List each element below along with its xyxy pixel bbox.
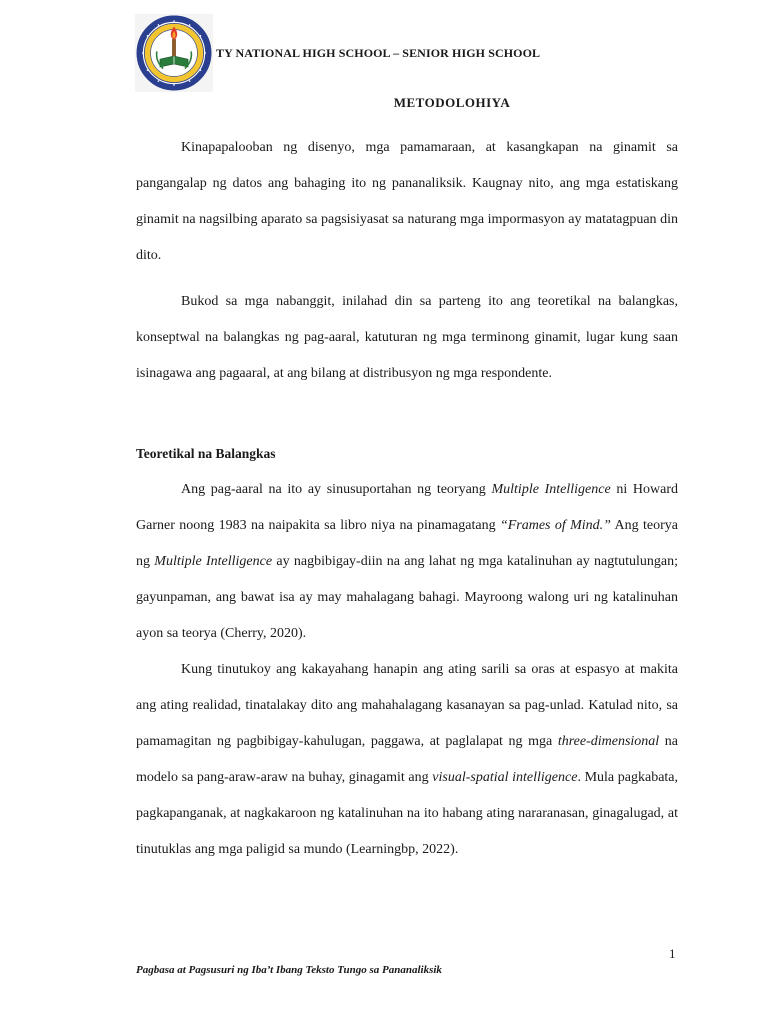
theory-paragraph-1 xyxy=(136,472,678,652)
p1-italic-3: Multiple Intelligence xyxy=(154,554,273,569)
theory-paragraph-2 xyxy=(136,652,678,868)
p2-text-1: Kung tinutukoy ang kakayahang hanapin ang ating sarili sa oras at espasyo at makita ang ating realidad, tinatalakay dito ang mahahalagang kasanayan sa pag-unlad. Katulad nito, sa pamamagitan ng pagbibigay-kahulugan, paggawa, at paglalapat ng mga xyxy=(136,662,678,749)
section-heading: Teoretikal na Balangkas xyxy=(136,446,276,461)
intro-section xyxy=(136,130,678,392)
school-seal-icon xyxy=(135,14,213,92)
p2-italic-2: visual-spatial intelligence xyxy=(432,770,578,785)
p1-italic-2: “Frames of Mind.” xyxy=(499,518,611,533)
p1-text-2: ni Howard Garner noong 1983 na naipakita sa libro niya na pinamagatang xyxy=(136,482,678,533)
p1-text-1: Ang pag-aaral na ito ay sinusuportahan ng teoryang xyxy=(181,482,492,497)
page-number: 1 xyxy=(669,946,676,961)
footer-text: Pagbasa at Pagsusuri ng Iba’t Ibang Teksto Tungo sa Pananaliksik xyxy=(136,964,442,976)
intro-paragraph-2: Bukod sa mga nabanggit, inilahad din sa parteng ito ang teoretikal na balangkas, konseptwal na balangkas ng pag-aaral, katuturan ng mga terminong ginamit, lugar kung saan isinagawa ang pagaaral, at ang bilang at distribusyon ng mga respondente. xyxy=(136,294,678,381)
theory-section xyxy=(136,472,678,868)
school-name-header: TY NATIONAL HIGH SCHOOL – SENIOR HIGH SCHOOL xyxy=(216,46,541,60)
p1-text-4: ay nagbibigay-diin na ang lahat ng mga katalinuhan ay nagtutulungan; gayunpaman, ang bawat isa ay may mahalagang bahagi. Mayroong walong uri ng katalinuhan ayon sa teorya (Cherry, 2020). xyxy=(136,554,678,641)
p2-text-3: . Mula pagkabata, pagkapanganak, at nagkakaroon ng katalinuhan na ito habang ating nararanasan, ginagalugad, at tinutuklas ang mga paligid sa mundo (Learningbp, 2022). xyxy=(136,770,679,857)
p1-italic-1: Multiple Intelligence xyxy=(491,482,611,497)
intro-paragraph-1: Kinapapalooban ng disenyo, mga pamamaraan, at kasangkapan na ginamit sa pangangalap ng datos ang bahaging ito ng pananaliksik. Kaugnay nito, ang mga estatiskang ginamit na nagsilbing aparato sa pagsisiyasat sa naturang mga impormasyon ay matatagpuan din dito. xyxy=(136,140,678,263)
p2-italic-1: three-dimensional xyxy=(557,734,660,749)
p1-text-3: Ang teorya ng xyxy=(136,518,678,569)
document-title: METODOLOHIYA xyxy=(393,95,511,110)
p2-text-2: na modelo sa pang-araw-araw na buhay, ginagamit ang xyxy=(136,734,678,785)
